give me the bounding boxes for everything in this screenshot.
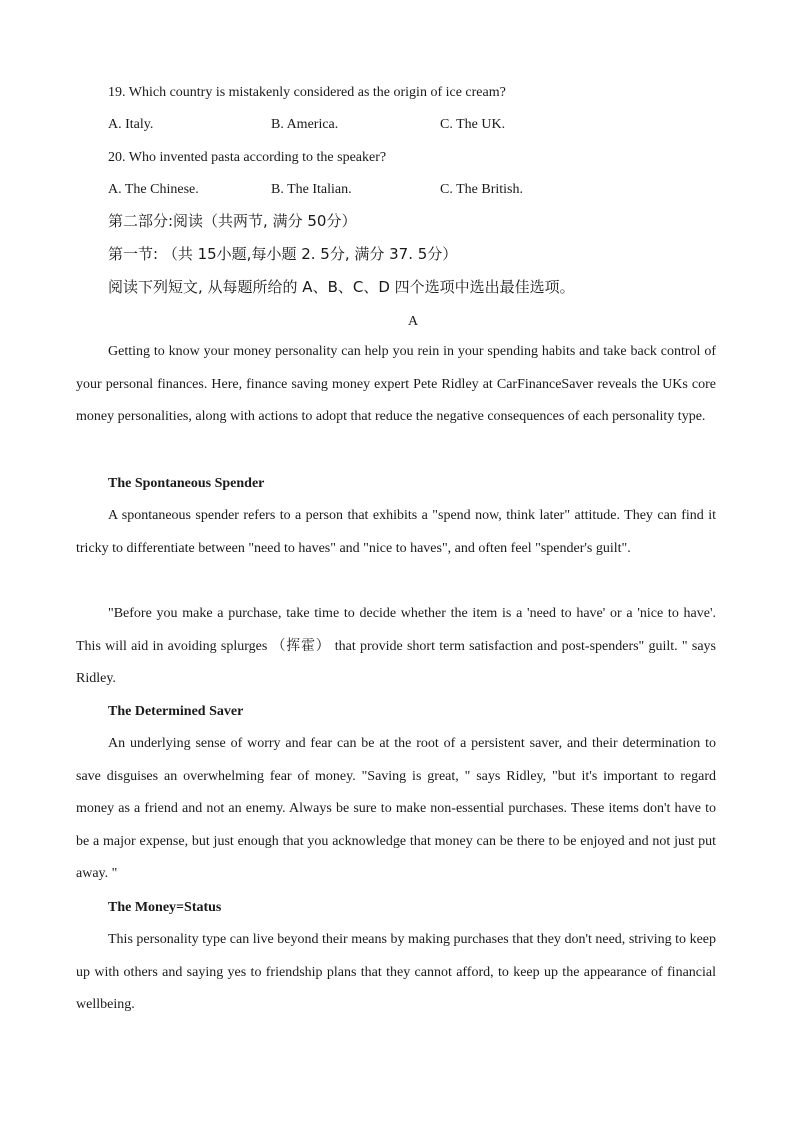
money-status-paragraph: This personality type can live beyond their means by making purchases that they don't need, striving to keep up with others and saying yes to friendship plans that they cannot afford, to keep up the appearance of financial wellbeing. bbox=[76, 932, 716, 1013]
section-heading-money-status: The Money=Status bbox=[108, 900, 222, 915]
question-20-option-a: A. The Chinese. bbox=[108, 182, 199, 197]
spontaneous-spender-paragraph-1: A spontaneous spender refers to a person that exhibits a "spend now, think later" attitude. They can find it tricky to differentiate between "need to haves" and "nice to haves", and often feel "spender's guilt". bbox=[76, 508, 716, 556]
question-19-option-b: B. America. bbox=[271, 117, 339, 132]
question-19-stem: 19. Which country is mistakenly considered as the origin of ice cream? bbox=[108, 85, 506, 100]
question-20-option-b: B. The Italian. bbox=[271, 182, 352, 197]
section-heading-spontaneous-spender: The Spontaneous Spender bbox=[108, 476, 265, 491]
part-title: 第二部分:阅读（共两节, 满分 50分） bbox=[108, 212, 357, 230]
section-heading-determined-saver: The Determined Saver bbox=[108, 704, 244, 719]
passage-intro: Getting to know your money personality can help you rein in your spending habits and take back control of your personal finances. Here, finance saving money expert Pete Ridley at CarFinanceSaver reveals the UKs core money personalities, along with actions to adopt that reduce the negative consequences of each personality type. bbox=[76, 344, 716, 425]
question-20-stem: 20. Who invented pasta according to the speaker? bbox=[108, 150, 387, 165]
question-20-option-c: C. The British. bbox=[440, 182, 523, 197]
section-title: 第一节: （共 15小题,每小题 2. 5分, 满分 37. 5分） bbox=[108, 245, 458, 263]
passage-label: A bbox=[407, 314, 419, 329]
reading-instruction: 阅读下列短文, 从每题所给的 A、B、C、D 四个选项中选出最佳选项。 bbox=[108, 278, 575, 296]
question-19-option-a: A. Italy. bbox=[108, 117, 154, 132]
question-19-option-c: C. The UK. bbox=[440, 117, 506, 132]
spontaneous-spender-paragraph-2: "Before you make a purchase, take time to decide whether the item is a 'need to have' or a 'nice to have'. This will aid in avoiding splurges （挥霍） that provide short term satisfaction and post-spenders" guilt. " says Ridley. bbox=[76, 606, 716, 687]
determined-saver-paragraph: An underlying sense of worry and fear can be at the root of a persistent saver, and their determination to save disguises an overwhelming fear of money. "Saving is great, " says Ridley, "but it's important to regard money as a friend and not an enemy. Always be sure to make non-essential purchases. These items don't have to be a major expense, but just enough that you acknowledge that money can be there to be enjoyed and not just put away. " bbox=[76, 736, 716, 882]
